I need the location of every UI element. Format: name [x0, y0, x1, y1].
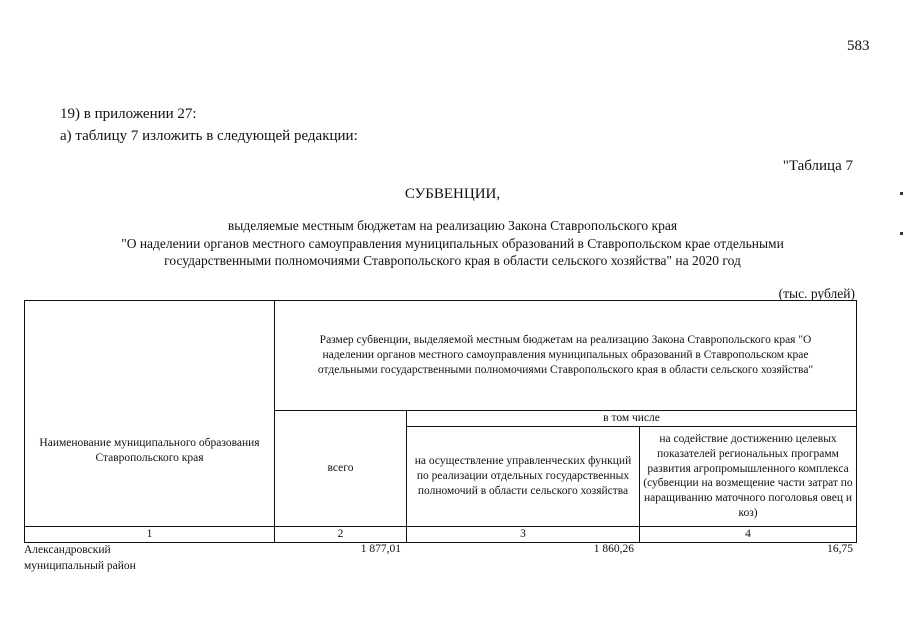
column-number: 2	[275, 526, 407, 542]
subtitle-line-2: "О наделении органов местного самоуправления муниципальных образований в Ставропольском крае отдельными	[121, 236, 784, 251]
column-number: 4	[640, 526, 857, 542]
header-including: в том числе	[407, 411, 857, 427]
municipality-name-line-2: муниципальный район	[24, 559, 136, 572]
header-target-indicators: на содействие достижению целевых показателей региональных программ развития агропромышленного комплекса (субвенции на возмещение части затрат по наращиванию маточного поголовья овец и коз)	[640, 426, 857, 526]
header-subsidy-size: Размер субвенции, выделяемой местным бюджетам на реализацию Закона Ставропольского края "О наделении органов местного самоуправления муниципальных образований в Ставропольском крае отдельными государственными полномочиями Ставропольского края в области сельского хозяйства"	[275, 301, 857, 411]
municipality-name-line-1: Александровский	[24, 544, 111, 556]
subsidy-table	[24, 300, 857, 543]
table-reference: "Таблица 7	[782, 158, 853, 174]
subtitle-line-3: государственными полномочиями Ставропольского края в области сельского хозяйства" на 2020 год	[164, 253, 741, 268]
scan-mark	[900, 192, 903, 195]
column-number-row	[25, 526, 857, 542]
header-total: всего	[275, 411, 407, 527]
column-number: 1	[25, 526, 275, 542]
amendment-line-2: а) таблицу 7 изложить в следующей редакции:	[60, 128, 358, 144]
value-management-functions: 1 860,26	[593, 543, 634, 555]
table-row-name	[24, 543, 136, 574]
units-label: (тыс. рублей)	[778, 286, 855, 301]
header-management-functions: на осуществление управленческих функций по реализации отдельных государственных полномочий в области сельского хозяйства	[407, 426, 640, 526]
amendment-line-1: 19) в приложении 27:	[60, 106, 197, 122]
page-number: 583	[847, 38, 870, 54]
value-target-indicators: 16,75	[827, 543, 853, 555]
subtitle-line-1: выделяемые местным бюджетам на реализацию Закона Ставропольского края	[227, 218, 678, 233]
value-total: 1 877,01	[360, 543, 401, 555]
scan-mark	[900, 232, 903, 235]
document-title: СУБВЕНЦИИ,	[404, 186, 501, 202]
header-municipality: Наименование муниципального образования Ставропольского края	[25, 301, 275, 527]
column-number: 3	[407, 526, 640, 542]
